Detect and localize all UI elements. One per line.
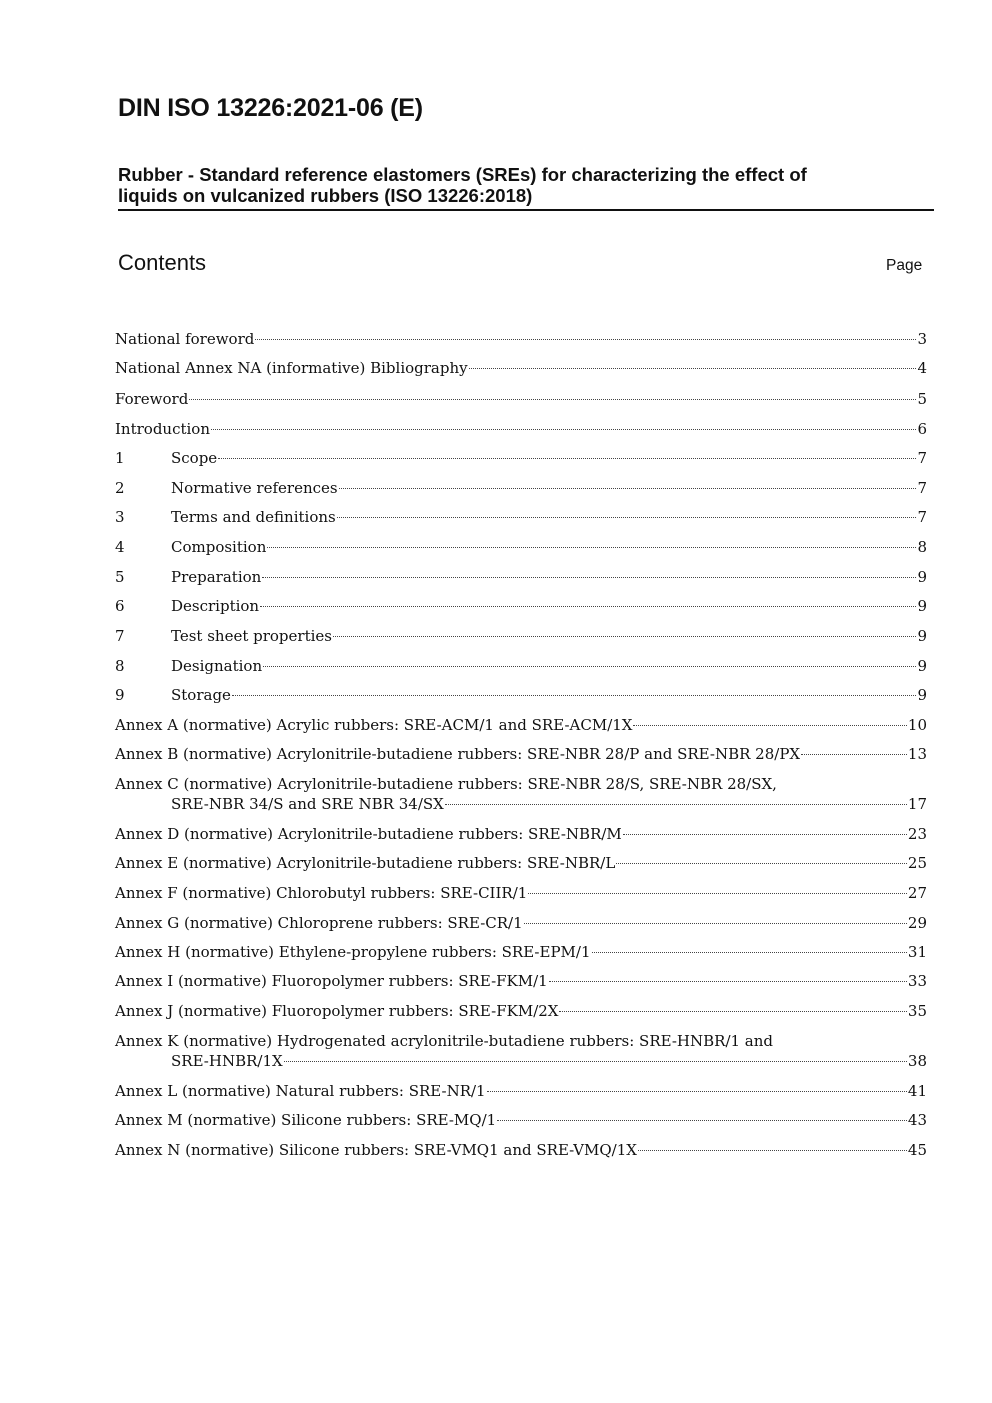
toc-leader-dots [469,368,917,369]
toc-entry-page: 4 [917,359,927,377]
toc-leader-dots [445,804,907,805]
toc-entry-page: 41 [907,1082,927,1100]
toc-entry-title: Storage [171,686,231,704]
toc-entry-page: 9 [917,686,927,704]
toc-entry-page: 9 [917,627,927,645]
toc-entry-page: 43 [907,1111,927,1129]
toc-entry-number: 5 [115,568,125,586]
toc-leader-dots [549,981,907,982]
toc-entry[interactable] [115,971,927,991]
toc-entry[interactable] [115,1140,927,1160]
toc-entry[interactable] [115,596,927,616]
toc-leader-dots [267,547,916,548]
toc-entry-title: Annex N (normative) Silicone rubbers: SRE-VMQ1 and SRE-VMQ/1X [115,1141,637,1159]
toc-entry-page: 25 [907,854,927,872]
toc-entry-page: 38 [907,1052,927,1070]
toc-leader-dots [333,636,916,637]
toc-entry[interactable] [115,913,927,933]
toc-entry-page: 6 [917,420,927,438]
toc-entry[interactable] [115,942,927,962]
toc-entry-number: 3 [115,508,125,526]
toc-entry-page: 33 [907,972,927,990]
contents-heading: Contents [118,250,207,275]
toc-entry[interactable] [115,478,927,498]
toc-leader-dots [255,339,916,340]
toc-entry-page: 8 [917,538,927,556]
toc-entry[interactable] [115,329,927,349]
toc-entry-number: 1 [115,449,125,467]
toc-entry-number: 4 [115,538,125,556]
toc-entry-page: 29 [907,914,927,932]
toc-entry-title: Annex A (normative) Acrylic rubbers: SRE-ACM/1 and SRE-ACM/1X [115,716,633,734]
toc-entry[interactable] [115,1031,927,1071]
toc-entry-page: 27 [907,884,927,902]
toc-leader-dots [592,952,907,953]
toc-entry-title: Normative references [171,479,338,497]
toc-entry-title: Annex I (normative) Fluoropolymer rubbers: SRE-FKM/1 [115,972,548,990]
toc-entry-title: Annex H (normative) Ethylene-propylene rubbers: SRE-EPM/1 [115,943,591,961]
toc-entry-title: Preparation [171,568,262,586]
toc-leader-dots [263,666,916,667]
toc-leader-dots [638,1150,907,1151]
toc-leader-dots [211,429,916,430]
toc-entry-page: 10 [907,716,927,734]
toc-entry-page: 9 [917,657,927,675]
toc-entry[interactable] [115,1110,927,1130]
toc-entry[interactable] [115,389,927,409]
toc-leader-dots [497,1120,907,1121]
toc-leader-dots [339,488,917,489]
toc-leader-dots [616,863,907,864]
toc-leader-dots [801,754,907,755]
toc-entry-title: Description [171,597,260,615]
toc-entry-page: 3 [917,330,927,348]
toc-leader-dots [623,834,907,835]
toc-entry-page: 7 [917,479,927,497]
toc-leader-dots [232,695,917,696]
toc-leader-dots [524,923,907,924]
toc-entry[interactable] [115,774,927,814]
toc-leader-dots [633,725,906,726]
toc-entry[interactable] [115,537,927,557]
toc-entry-number: 9 [115,686,125,704]
toc-entry-title: Test sheet properties [171,627,332,645]
toc-entry[interactable] [115,419,927,439]
toc-entry-title: Designation [171,657,263,675]
toc-entry-title: Composition [171,538,267,556]
toc-entry[interactable] [115,1081,927,1101]
toc-leader-dots [528,893,907,894]
toc-entry-title: Annex F (normative) Chlorobutyl rubbers: SRE-CIIR/1 [115,884,528,902]
toc-entry[interactable] [115,685,927,705]
toc-entry[interactable] [115,448,927,468]
page-column-heading: Page [886,257,923,274]
toc-entry-title: Annex D (normative) Acrylonitrile-butadiene rubbers: SRE-NBR/M [115,825,622,843]
toc-entry-page: 5 [917,390,927,408]
toc-leader-dots [559,1011,906,1012]
toc-entry-page: 35 [907,1002,927,1020]
toc-entry[interactable] [115,853,927,873]
toc-entry-page: 45 [907,1141,927,1159]
toc-entry[interactable] [115,883,927,903]
toc-entry-number: 2 [115,479,125,497]
toc-entry-page: 13 [907,745,927,763]
toc-entry[interactable] [115,626,927,646]
toc-entry-page: 31 [907,943,927,961]
toc-entry[interactable] [115,507,927,527]
toc-entry-title: Annex K (normative) Hydrogenated acrylonitrile-butadiene rubbers: SRE-HNBR/1 and [115,1032,774,1050]
toc-entry-title: Foreword [115,390,189,408]
toc-entry-title: Annex L (normative) Natural rubbers: SRE-NR/1 [115,1082,486,1100]
title-line-2: liquids on vulcanized rubbers (ISO 13226:2018) [118,185,533,206]
toc-entry[interactable] [115,715,927,735]
toc-entry[interactable] [115,824,927,844]
toc-leader-dots [487,1091,907,1092]
toc-entry-number: 8 [115,657,125,675]
toc-entry[interactable] [115,567,927,587]
toc-entry[interactable] [115,656,927,676]
toc-leader-dots [284,1061,907,1062]
toc-entry-title: Introduction [115,420,210,438]
toc-entry-title: Scope [171,449,218,467]
toc-entry-page: 7 [917,449,927,467]
title-line-1: Rubber - Standard reference elastomers (SREs) for characterizing the effect of [118,164,807,185]
toc-entry-page: 23 [907,825,927,843]
toc-leader-dots [262,577,916,578]
toc-leader-dots [189,399,916,400]
toc-entry-page: 9 [917,568,927,586]
toc-entry-title: Annex J (normative) Fluoropolymer rubbers: SRE-FKM/2X [115,1002,559,1020]
toc-entry-title: Annex B (normative) Acrylonitrile-butadiene rubbers: SRE-NBR 28/P and SRE-NBR 28/PX [115,745,801,763]
toc-leader-dots [337,517,917,518]
toc-entry-title: Annex M (normative) Silicone rubbers: SRE-MQ/1 [115,1111,497,1129]
toc-entry-number: 7 [115,627,125,645]
toc-entry-title: Annex E (normative) Acrylonitrile-butadiene rubbers: SRE-NBR/L [115,854,616,872]
toc-entry[interactable] [115,744,927,764]
toc-entry-number: 6 [115,597,125,615]
document-title [118,164,934,211]
document-id: DIN ISO 13226:2021-06 (E) [118,94,423,122]
toc-entry-page: 9 [917,597,927,615]
toc-entry-title: National foreword [115,330,255,348]
toc-entry[interactable] [115,1001,927,1021]
toc-entry[interactable] [115,358,927,378]
toc-leader-dots [218,458,916,459]
toc-entry-title: SRE-NBR 34/S and SRE NBR 34/SX [171,795,444,813]
toc-entry-title: Annex C (normative) Acrylonitrile-butadiene rubbers: SRE-NBR 28/S, SRE-NBR 28/SX, [115,775,777,793]
toc-entry-page: 17 [907,795,927,813]
toc-entry-title: National Annex NA (informative) Bibliography [115,359,468,377]
toc-entry-title: SRE-HNBR/1X [171,1052,283,1070]
toc-entry-title: Terms and definitions [171,508,336,526]
toc-entry-page: 7 [917,508,927,526]
toc-leader-dots [260,606,916,607]
toc-entry-title: Annex G (normative) Chloroprene rubbers: SRE-CR/1 [115,914,523,932]
